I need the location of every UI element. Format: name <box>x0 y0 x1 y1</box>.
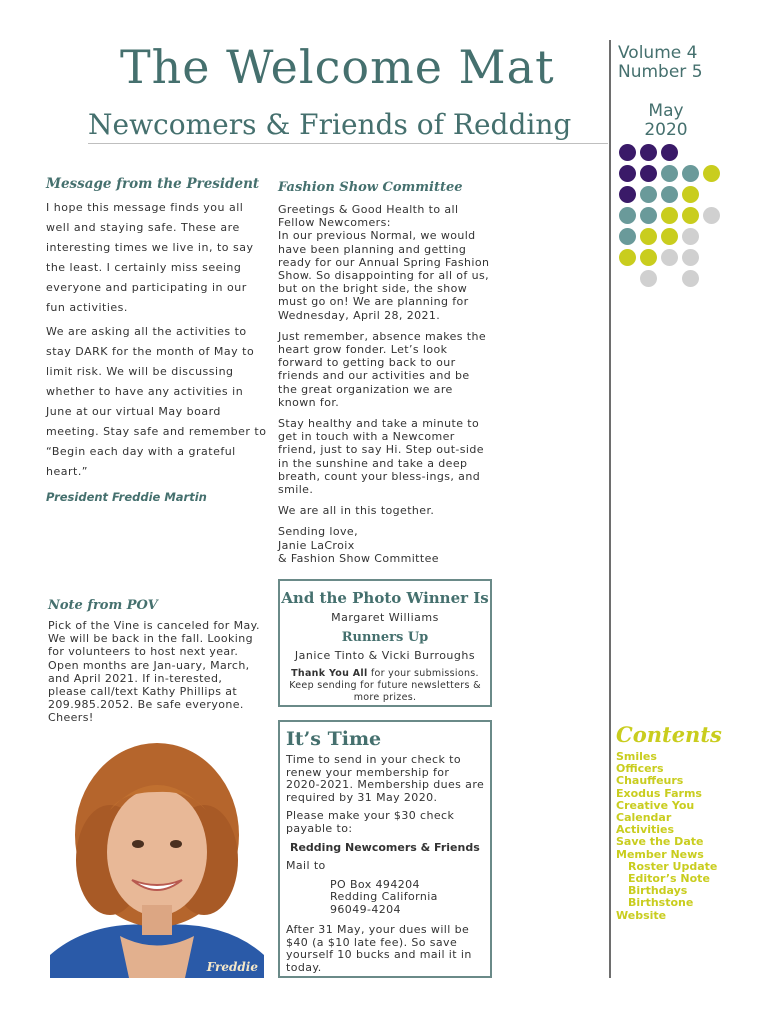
issue-date <box>618 102 714 140</box>
contents-item[interactable]: Exodus Farms <box>616 786 702 800</box>
volume-label: Volume 4 <box>618 43 698 63</box>
decorative-dot <box>619 249 636 266</box>
decorative-dot <box>682 228 699 245</box>
its-time-paragraph-2: Please make your $30 check payable to: <box>286 809 455 835</box>
decorative-dot <box>703 165 720 182</box>
fashion-signoff: Sending love, Janie LaCroix & Fashion Show Committee <box>278 525 439 565</box>
contents-heading: Contents <box>616 722 722 747</box>
decorative-dot <box>640 186 657 203</box>
newsletter-title: The Welcome Mat <box>120 40 555 94</box>
fashion-paragraph-2: Just remember, absence makes the heart grow fonder. Let’s look forward to getting back to our friends and our activities and be the great organization we are known for. <box>278 329 487 409</box>
its-time-paragraph-1: Time to send in your check to renew your membership for 2020-2021. Membership dues are required by 31 May 2020. <box>286 753 485 804</box>
president-signature: President Freddie Martin <box>46 490 207 504</box>
payee-name: Redding Newcomers & Friends <box>290 841 480 854</box>
mail-to-label: Mail to <box>286 859 326 872</box>
contents-item[interactable]: Smiles <box>616 750 657 763</box>
photo-winner-name: Margaret Williams <box>331 611 439 624</box>
president-paragraph-2: We are asking all the activities to stay DARK for the month of May to limit risk. We will be discussing whether to have any activities in June at our virtual May board meeting. Stay safe and remember to “Begin each day with a grateful heart.” <box>46 325 267 478</box>
decorative-dot <box>640 165 657 182</box>
contents-item[interactable]: Member News <box>616 847 704 861</box>
fashion-paragraph-3: Stay healthy and take a minute to get in touch with a Newcomer friend, just to say Hi. Step out-side in the sunshine and take a deep breath, count your bless-ings, and smile. <box>278 417 484 497</box>
its-time-box <box>278 720 492 978</box>
decorative-dot <box>682 270 699 287</box>
decorative-dot <box>682 165 699 182</box>
month-label: May <box>648 101 684 121</box>
contents-item[interactable]: Roster Update <box>628 859 718 873</box>
decorative-dot <box>640 228 657 245</box>
number-label: Number 5 <box>618 62 703 82</box>
decorative-dot <box>661 165 678 182</box>
fashion-paragraph-1: Greetings & Good Health to all Fellow Newcomers: In our previous Normal, we would have been planning and getting ready for our Annual Spring Fashion Show. So disappointing for all of us, but on the bright side, the show must go on! We are planning for Wednesday, April 28, 2021. <box>278 203 490 322</box>
runners-up-names: Janice Tinto & Vicki Burroughs <box>294 649 476 662</box>
decorative-dot <box>619 186 636 203</box>
its-time-paragraph-3: After 31 May, your dues will be $40 (a $10 late fee). So save yourself 10 bucks and mail it in today. <box>286 923 472 974</box>
pov-note <box>48 598 262 725</box>
contents-item[interactable]: Save the Date <box>616 835 704 849</box>
decorative-dot <box>661 228 678 245</box>
decorative-dot <box>640 249 657 266</box>
decorative-dot <box>661 249 678 266</box>
decorative-dot <box>640 144 657 161</box>
president-heading: Message from the President <box>46 176 260 192</box>
decorative-dot <box>661 144 678 161</box>
pov-text: Pick of the Vine is canceled for May. We will be back in the fall. Looking for volunteers to host next year. Open months are Jan-uary, March, and April 2021. If in-terested, please call/text Kathy Phillips at 209.985.2052. Be safe everyone. Cheers! <box>48 619 260 725</box>
contents-item[interactable]: Editor’s Note <box>628 872 710 886</box>
contents-item[interactable]: Officers <box>616 762 664 776</box>
decorative-dot <box>682 186 699 203</box>
contents-list <box>616 751 766 922</box>
runners-up-heading: Runners Up <box>341 630 429 645</box>
masthead-divider <box>88 143 608 144</box>
table-of-contents <box>616 722 766 922</box>
decorative-dot <box>640 207 657 224</box>
decorative-dot <box>619 228 636 245</box>
decorative-dot <box>682 249 699 266</box>
president-paragraph-1: I hope this message finds you all well and staying safe. These are interesting times we live in, to say the least. I certainly miss seeing everyone and participating in our fun activities. <box>46 201 254 314</box>
decorative-dot <box>661 186 678 203</box>
issue-volume <box>618 44 758 82</box>
decorative-dot <box>682 207 699 224</box>
decorative-dot <box>703 207 720 224</box>
portrait-caption: Freddie <box>206 960 258 974</box>
contents-item[interactable]: Creative You <box>616 798 695 812</box>
fashion-paragraph-4: We are all in this together. <box>278 504 435 518</box>
contents-item[interactable]: Birthstone <box>628 896 694 910</box>
president-message <box>46 176 268 504</box>
fashion-heading: Fashion Show Committee <box>278 180 463 195</box>
pov-heading: Note from POV <box>48 598 158 613</box>
sidebar-divider <box>609 40 611 978</box>
decorative-dot <box>661 207 678 224</box>
thanks-rest: for your submissions. Keep sending for future newsletters & more prizes. <box>289 668 481 703</box>
fashion-show-article <box>278 180 490 573</box>
mailing-address: PO Box 494204 Redding California 96049-4204 <box>330 877 438 916</box>
contents-item[interactable]: Website <box>616 908 667 922</box>
decorative-dot <box>619 165 636 182</box>
its-time-heading: It’s Time <box>286 728 382 750</box>
president-portrait <box>50 740 264 978</box>
decorative-dot <box>619 144 636 161</box>
year-label: 2020 <box>644 120 688 140</box>
contents-item[interactable]: Calendar <box>616 811 672 825</box>
decorative-dot <box>640 270 657 287</box>
decorative-dot <box>619 207 636 224</box>
thanks-bold: Thank You All <box>291 668 368 679</box>
photo-winner-heading: And the Photo Winner Is <box>281 589 489 607</box>
newsletter-subtitle: Newcomers & Friends of Redding <box>88 108 572 141</box>
contents-item[interactable]: Chauffeurs <box>616 774 684 788</box>
photo-thanks <box>280 668 490 704</box>
portrait-illustration <box>50 740 264 978</box>
contents-item[interactable]: Birthdays <box>628 884 688 898</box>
contents-item[interactable]: Activities <box>616 823 675 837</box>
photo-winner-box <box>278 579 492 707</box>
